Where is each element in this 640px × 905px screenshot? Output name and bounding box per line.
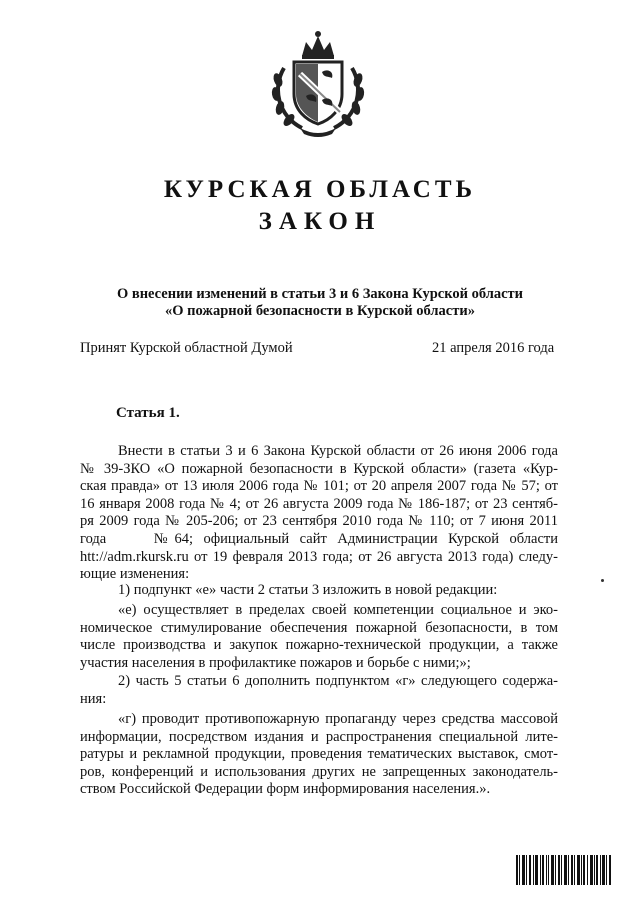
text-line: «г) проводит противопожарную пропаганду через средства массовой (118, 711, 558, 727)
law-title-line-2: «О пожарной безопасности в Курской области» (165, 303, 475, 319)
coat-of-arms-icon (262, 28, 374, 140)
text-line: Внести в статьи 3 и 6 Закона Курской области от 26 июня 2006 года (118, 443, 558, 459)
item-1-quote (80, 602, 558, 672)
article-intro-paragraph (80, 443, 558, 584)
text-line: 16 января 2008 года № 4; от 26 августа 2009 года № 186-187; от 23 сентяб- (80, 495, 558, 512)
text-line: ская правда» от 13 июля 2006 года № 101; от 20 апреля 2007 года № 57; от (80, 478, 558, 495)
text-line: года № 64; официальный сайт Администрации Курской области (80, 530, 558, 547)
item-1 (80, 582, 558, 600)
text-line: htt://adm.rkursk.ru от 19 февраля 2013 года; от 26 августа 2013 года) следу- (80, 548, 558, 565)
text-line: ря 2009 года № 205-206; от 23 сентября 2010 года № 110; от 7 июня 2011 (80, 513, 558, 530)
adopted-by: Принят Курской областной Думой (80, 340, 293, 356)
text-line: ния: (80, 690, 107, 707)
article-heading: Статья 1. (116, 405, 180, 421)
text-line: ством Российской Федерации форм информирования населения.». (80, 781, 491, 798)
text-line: участия населения в профилактике пожаров и борьбе с ними;»; (80, 654, 471, 671)
item-2-quote (80, 711, 558, 799)
text-line: ров, конференций и использования других не запрещенных законодатель- (80, 763, 558, 780)
text-line: номическое стимулирование обеспечения пожарной безопасности, в том (80, 619, 558, 636)
text-line: информации, посредством издания и распространения специальной лите- (80, 728, 558, 745)
region-title: КУРСКАЯ ОБЛАСТЬ (163, 176, 477, 203)
adoption-date: 21 апреля 2016 года (432, 340, 555, 356)
text-line: числе производства и закупок пожарно-технической продукции, а также (80, 637, 558, 654)
law-title-line-1: О внесении изменений в статьи 3 и 6 Закона Курской области (116, 286, 524, 302)
text-line: 1) подпункт «е» части 2 статьи 3 изложить в новой редакции: (118, 582, 498, 598)
text-line: ратуры и рекламной продукции, проведения тематических выставок, смот- (80, 746, 558, 763)
scan-speck (601, 579, 604, 582)
text-line: «е) осуществляет в пределах своей компетенции социальное и эко- (118, 602, 558, 618)
barcode-icon (516, 855, 612, 885)
item-2 (80, 673, 558, 708)
text-line: № 39-ЗКО «О пожарной безопасности в Курской области» (газета «Кур- (80, 460, 558, 477)
document-type-title: ЗАКОН (258, 208, 382, 235)
text-line: ющие изменения: (80, 566, 190, 583)
text-line: 2) часть 5 статьи 6 дополнить подпунктом «г» следующего содержа- (118, 673, 558, 689)
